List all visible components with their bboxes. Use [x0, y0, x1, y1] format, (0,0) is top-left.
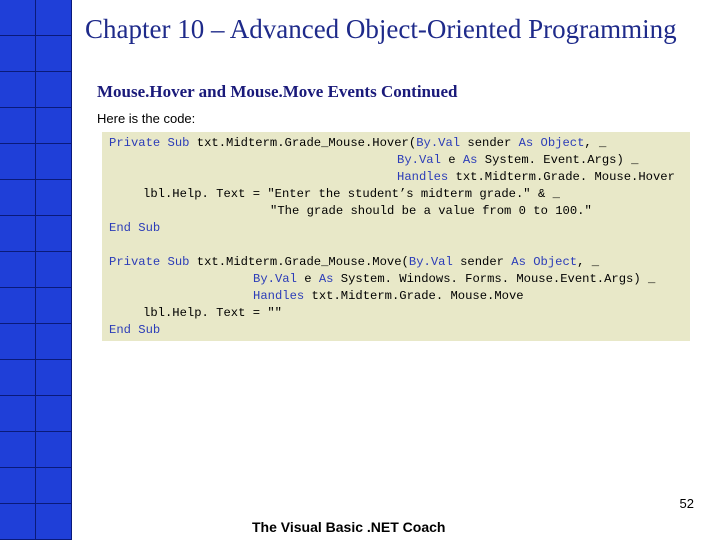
code-keyword: As	[318, 272, 334, 286]
code-keyword: By.Val	[397, 153, 441, 167]
decorative-sidebar	[0, 0, 72, 540]
code-text: sender	[460, 136, 519, 150]
code-text: lbl.Help. Text = "Enter the student’s midterm grade." & _	[143, 187, 560, 201]
intro-text: Here is the code:	[97, 111, 196, 126]
code-keyword: End Sub	[109, 221, 161, 235]
code-text: sender	[452, 255, 512, 269]
code-line	[109, 220, 160, 237]
code-line	[109, 135, 606, 152]
page-number: 52	[679, 496, 694, 511]
code-text: txt.Midterm.Grade_Mouse.Move(	[189, 255, 409, 269]
code-keyword: Handles	[397, 170, 449, 184]
code-text: "The grade should be a value from 0 to 100."	[270, 204, 592, 218]
code-text: txt.Midterm.Grade_Mouse.Hover(	[189, 136, 417, 150]
code-keyword: As Object	[511, 255, 578, 269]
code-text: System. Event.Args) _	[477, 153, 639, 167]
code-line	[143, 186, 560, 203]
code-keyword: As Object	[518, 136, 585, 150]
code-text: txt.Midterm.Grade. Mouse.Move	[304, 289, 524, 303]
code-line	[270, 203, 592, 220]
code-keyword: Private Sub	[109, 255, 190, 269]
code-line	[397, 169, 675, 186]
code-keyword: Private Sub	[109, 136, 190, 150]
slide-title: Chapter 10 – Advanced Object-Oriented Programming	[85, 14, 677, 44]
code-text: System. Windows. Forms. Mouse.Event.Args) _	[333, 272, 656, 286]
code-keyword: Handles	[253, 289, 305, 303]
code-line	[253, 288, 524, 305]
code-line	[109, 254, 599, 271]
footer-text: The Visual Basic .NET Coach	[252, 519, 446, 535]
code-text: , _	[577, 255, 600, 269]
code-line	[143, 305, 282, 322]
code-text: e	[440, 153, 463, 167]
code-keyword: End Sub	[109, 323, 161, 337]
code-block	[102, 132, 690, 341]
code-text: e	[296, 272, 319, 286]
code-keyword: As	[462, 153, 478, 167]
code-text: lbl.Help. Text = ""	[143, 306, 282, 320]
code-keyword: By.Val	[408, 255, 453, 269]
code-text: , _	[584, 136, 607, 150]
slide-subtitle: Mouse.Hover and Mouse.Move Events Continued	[97, 82, 458, 101]
code-keyword: By.Val	[416, 136, 461, 150]
code-keyword: By.Val	[253, 272, 297, 286]
code-line	[253, 271, 655, 288]
code-text: txt.Midterm.Grade. Mouse.Hover	[448, 170, 675, 184]
code-line	[109, 322, 160, 339]
code-line	[397, 152, 638, 169]
